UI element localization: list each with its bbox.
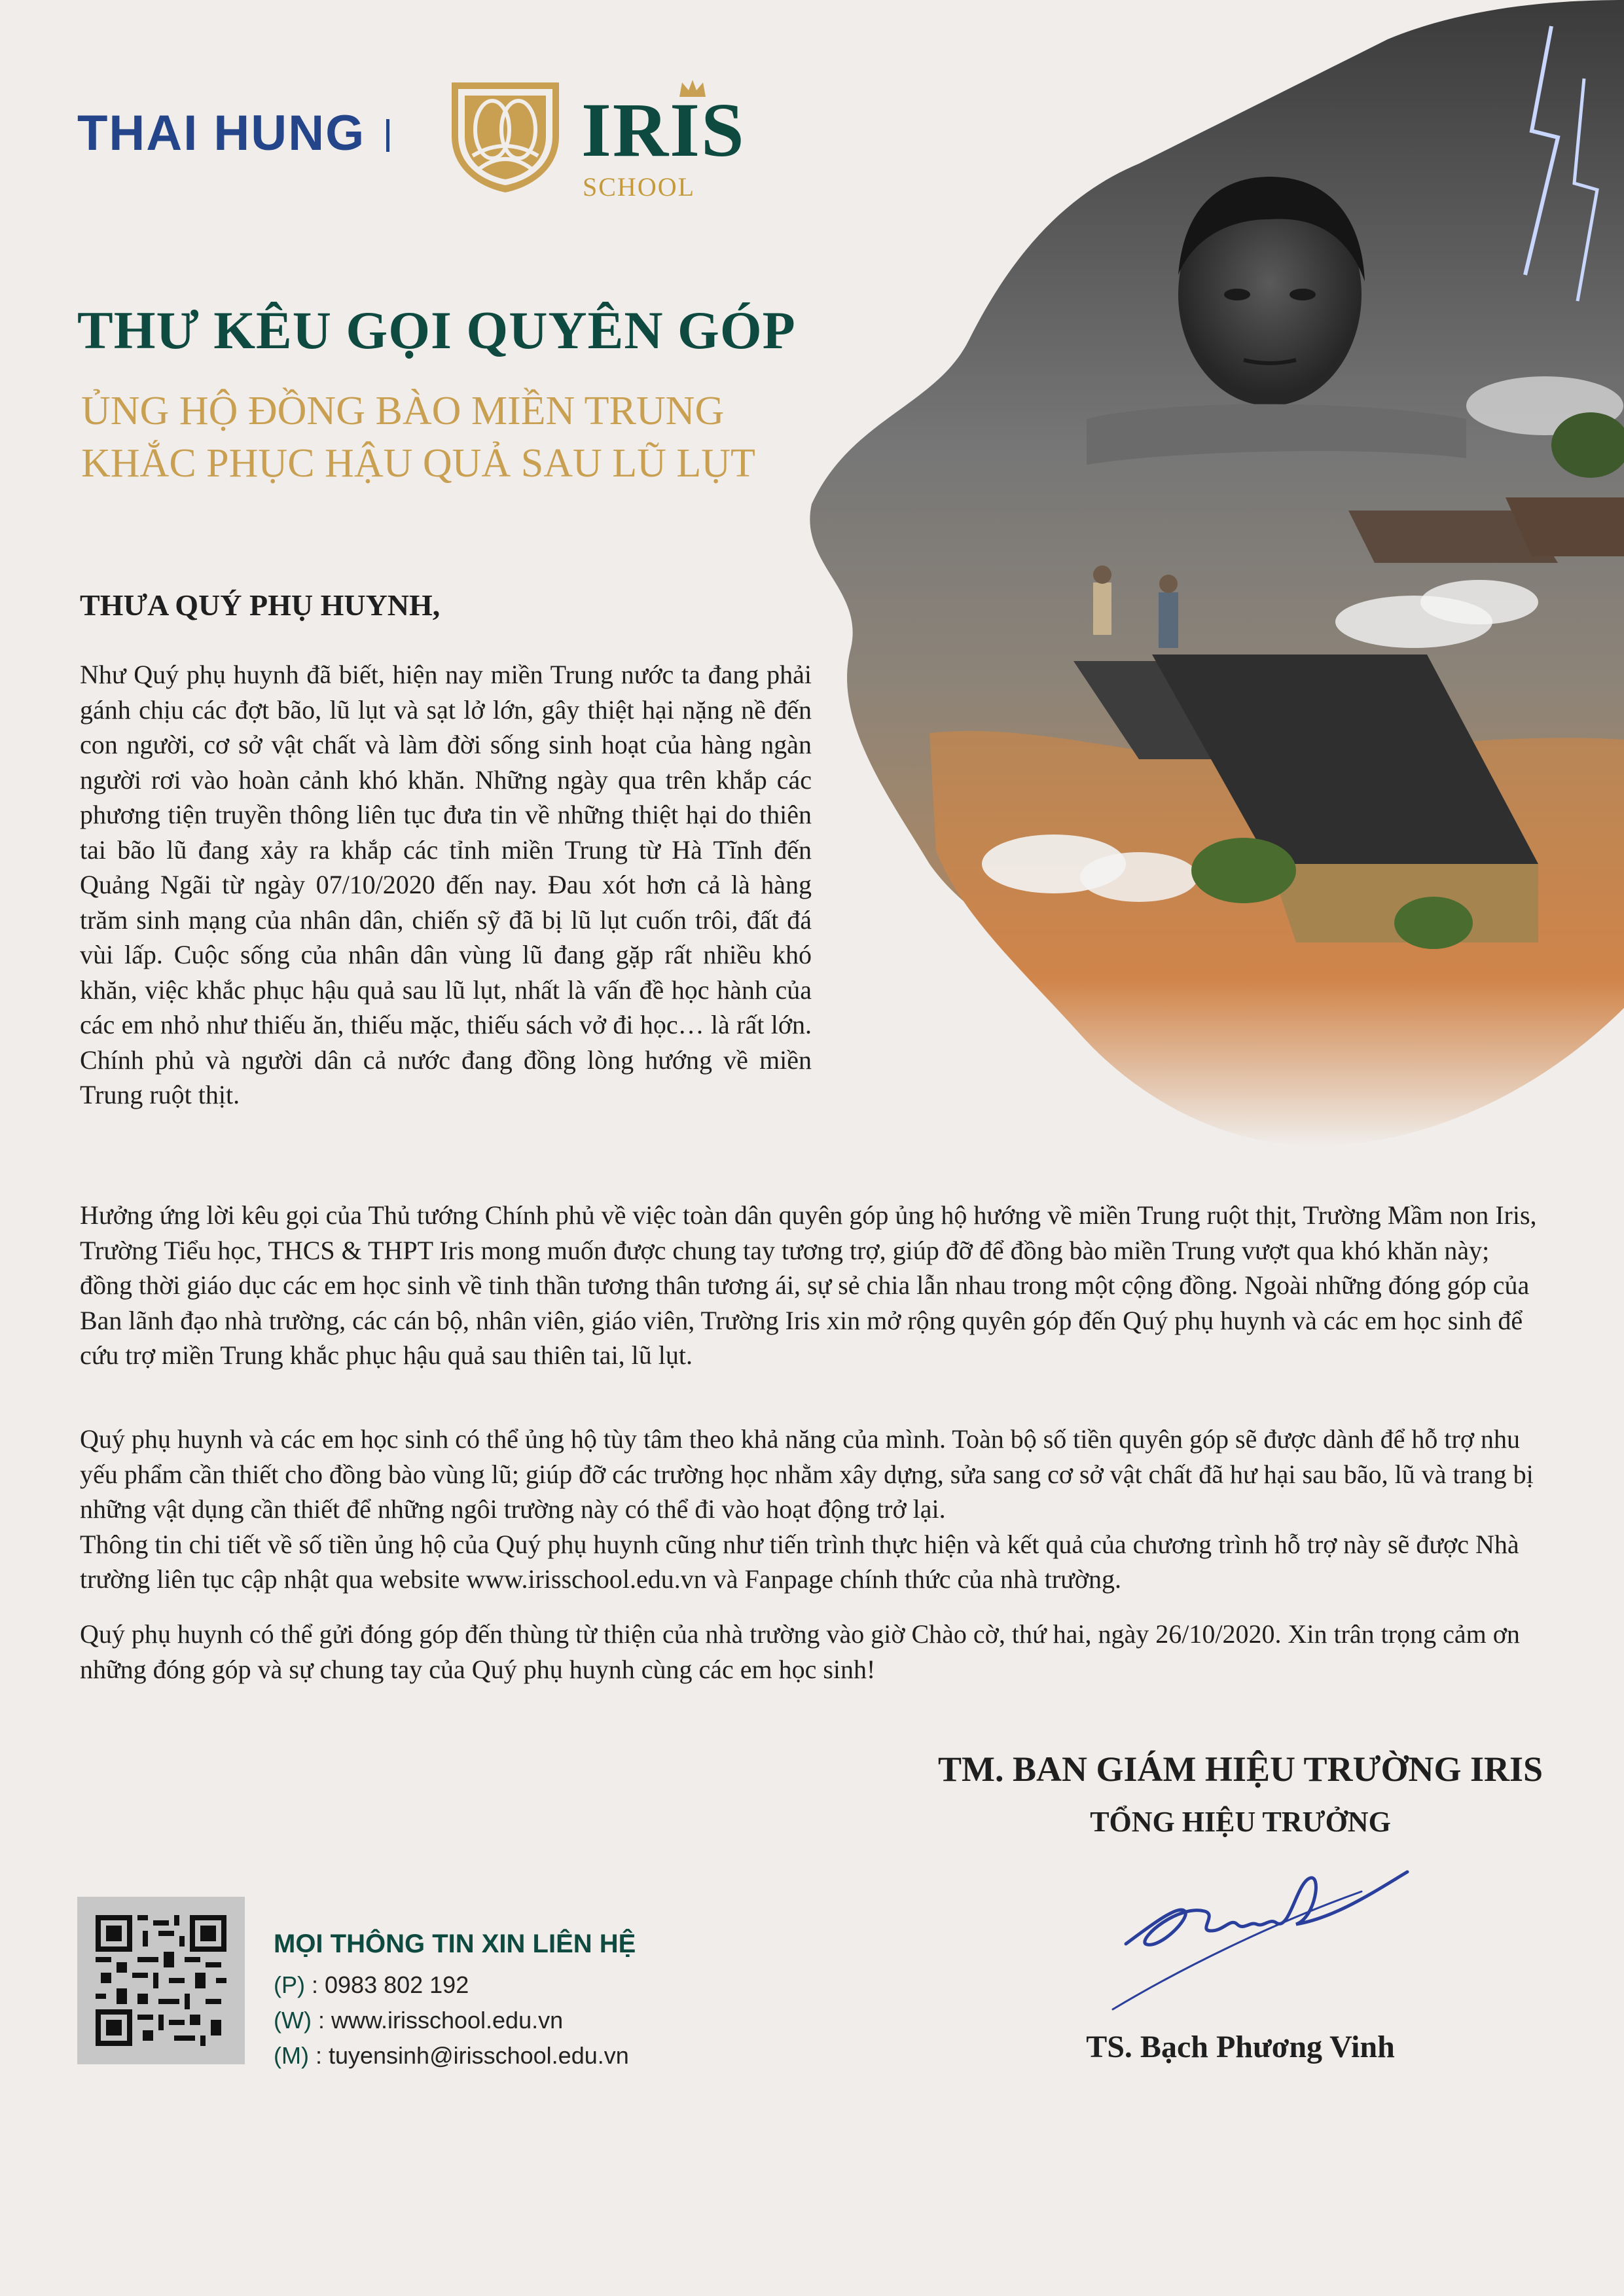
paragraph-1: Như Quý phụ huynh đã biết, hiện nay miền Trung nước ta đang phải gánh chịu các đợt bão, lũ lụt và sạt lở lớn, gây thiệt hại nặng nề đến con người, cơ sở vật chất và làm đời sống sinh hoạt của hàng ngàn người rơi vào hoàn cảnh khó khăn. Những ngày qua trên khắp các phương tiện truyền thông liên tục đưa tin về những thiệt hại do thiên tai bão lũ đang xảy ra khắp các tỉnh miền Trung từ Hà Tĩnh đến Quảng Ngãi từ ngày 07/10/2020 đến nay. Đau xót hơn cả là hàng trăm sinh mạng của nhân dân, chiến sỹ đã bị lũ lụt cuốn trôi, đất đá vùi lấp. Cuộc sống của nhân dân vùng lũ đang gặp rất nhiều khó khăn, việc khắc phục hậu quả sau lũ lụt, nhất là vấn đề học hành của các em nhỏ như thiếu ăn, thiếu mặc, thiếu sách vở đi học… là rất lớn. Chính phủ và người dân cả nước đang đồng lòng hướng về miền Trung ruột thịt. — [80, 660, 812, 1109]
phone-value: : 0983 802 192 — [305, 1971, 469, 1998]
handwritten-signature-icon — [1100, 1846, 1414, 2016]
signature-title: TM. BAN GIÁM HIỆU TRƯỜNG IRIS — [937, 1749, 1543, 1789]
signature-role: TỔNG HIỆU TRƯỞNG — [1090, 1806, 1391, 1838]
signer-name: TS. Bạch Phương Vinh — [1086, 2030, 1395, 2064]
flood-illustration — [772, 0, 1624, 1230]
contact-heading: MỌI THÔNG TIN XIN LIÊN HỆ — [274, 1929, 636, 1958]
brand-separator — [386, 119, 389, 152]
mail-key: (M) — [274, 2042, 309, 2069]
paragraph-3-text-b: Thông tin chi tiết về số tiền ủng hộ của Quý phụ huynh cũng như tiến trình thực hiện và kết quả của chương trình hỗ trợ này sẽ được Nhà trường liên tục cập nhật qua website www.irisschool.edu.vn và Fanpage chính thức của nhà trường. — [80, 1529, 1519, 1594]
qr-code — [77, 1897, 245, 2064]
iris-school-subtext: SCHOOL — [583, 172, 696, 202]
contact-email — [274, 2042, 629, 2070]
web-key: (W) — [274, 2007, 312, 2034]
paragraph-3-text-a: Quý phụ huynh và các em học sinh có thể ủng hộ tùy tâm theo khả năng của mình. Toàn bộ số tiền quyên góp sẽ được dành để hỗ trợ nhu yếu phẩm cần thiết cho đồng bào vùng lũ; giúp đỡ các trường học nhằm xây dựng, sửa sang cơ sở vật chất đã hư hại sau bão, lũ và trang bị những vật dụng cần thiết để những ngôi trường này có thể đi vào hoạt động trở lại. — [80, 1424, 1534, 1524]
page-title: THƯ KÊU GỌI QUYÊN GÓP — [77, 300, 796, 360]
mail-value: : tuyensinh@irisschool.edu.vn — [308, 2042, 629, 2069]
iris-shield-icon — [446, 77, 564, 194]
contact-phone — [274, 1971, 469, 1999]
thai-hung-logo-text: THAI HUNG — [77, 105, 366, 161]
qr-code-icon — [96, 1915, 226, 2046]
paragraph-3 — [80, 1422, 1547, 1597]
web-value: : www.irisschool.edu.vn — [311, 2007, 564, 2034]
paragraph-2-text: Hưởng ứng lời kêu gọi của Thủ tướng Chính phủ về việc toàn dân quyên góp ủng hộ hướng về miền Trung ruột thịt, Trường Mầm non Iris, Trường Tiểu học, THCS & THPT Iris mong muốn được chung tay tương trợ, giúp đỡ để đồng bào miền Trung vượt qua khó khăn này; đồng thời giáo dục các em học sinh về tinh thần tương thân tương ái, sự sẻ chia lẫn nhau trong một cộng đồng. Ngoài những đóng góp của Ban lãnh đạo nhà trường, các cán bộ, nhân viên, giáo viên, Trường Iris xin mở rộng quyên góp đến Quý phụ huynh và các em học sinh để cứu trợ miền Trung khắc phục hậu quả sau thiên tai, lũ lụt. — [80, 1200, 1537, 1370]
subtitle-line-2: KHẮC PHỤC HẬU QUẢ SAU LŨ LỤT — [81, 441, 755, 486]
contact-website — [274, 2007, 563, 2034]
iris-logo-text: IRIS — [581, 87, 746, 173]
paragraph-4 — [80, 1617, 1547, 1687]
paragraph-4-text: Quý phụ huynh có thể gửi đóng góp đến thùng từ thiện của nhà trường vào giờ Chào cờ, thứ hai, ngày 26/10/2020. Xin trân trọng cảm ơn những đóng góp và sự chung tay của Quý phụ huynh cùng các em học sinh! — [80, 1619, 1520, 1684]
phone-key: (P) — [274, 1971, 305, 1998]
greeting: THƯA QUÝ PHỤ HUYNH, — [80, 588, 441, 622]
page-subtitle — [81, 385, 755, 490]
paragraph-2 — [80, 1198, 1547, 1373]
subtitle-line-1: ỦNG HỘ ĐỒNG BÀO MIỀN TRUNG — [81, 389, 725, 433]
